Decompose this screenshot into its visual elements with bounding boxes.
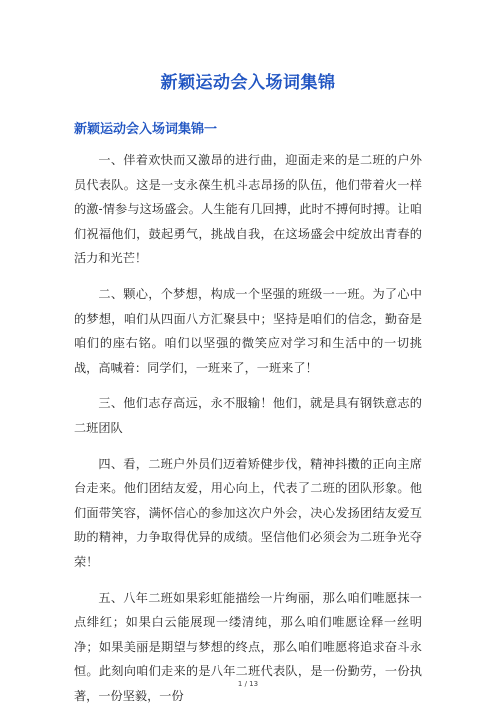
paragraph-1: 一、伴着欢快而又激昂的进行曲，迎面走来的是二班的户外员代表队。这是一支永葆生机斗志昂扬的队伍，他们带着火一样的激-情参与这场盛会。人生能有几回搏，此时不搏何时搏。让咱们祝福他们，鼓起勇气，挑战自我，在这场盛会中绽放出青春的活力和光芒！	[74, 153, 422, 266]
paragraph-3: 三、他们志存高远，永不服输！他们，就是具有钢铁意志的二班团队	[74, 396, 422, 435]
body-text	[74, 148, 422, 719]
section-heading: 新颖运动会入场词集锦一	[74, 122, 218, 137]
paragraph-5: 五、八年二班如果彩虹能描绘一片绚丽，那么咱们唯愿抹一点绯红；如果白云能展现一缕清纯，那么咱们唯愿诠释一丝明净；如果美丽是期望与梦想的终点，那么咱们唯愿将追求奋斗永恒。此刻向咱们走来的是八年二班代表队，是一份勤劳，一份执著，一份坚毅，一份	[74, 590, 422, 703]
page-number: 1 / 13	[237, 680, 259, 688]
paragraph-2: 二、颗心，个梦想，构成一个坚强的班级一一班。为了心中的梦想，咱们从四面八方汇聚县中；坚持是咱们的信念，勤奋是咱们的座右铭。咱们以坚强的微笑应对学习和生活中的一切挑战，高喊着：同学们，一班来了，一班来了！	[74, 286, 422, 375]
paragraph-4: 四、看，二班户外员们迈着矫健步伐，精神抖擞的正向主席台走来。他们团结友爱，用心向上，代表了二班的团队形象。他们面带笑容，满怀信心的参加这次户外会，决心发扬团结友爱互助的精神，力争取得优异的成绩。坚信他们必须会为二班争光夺荣！	[74, 456, 422, 569]
document-title: 新颖运动会入场词集锦	[160, 73, 336, 93]
